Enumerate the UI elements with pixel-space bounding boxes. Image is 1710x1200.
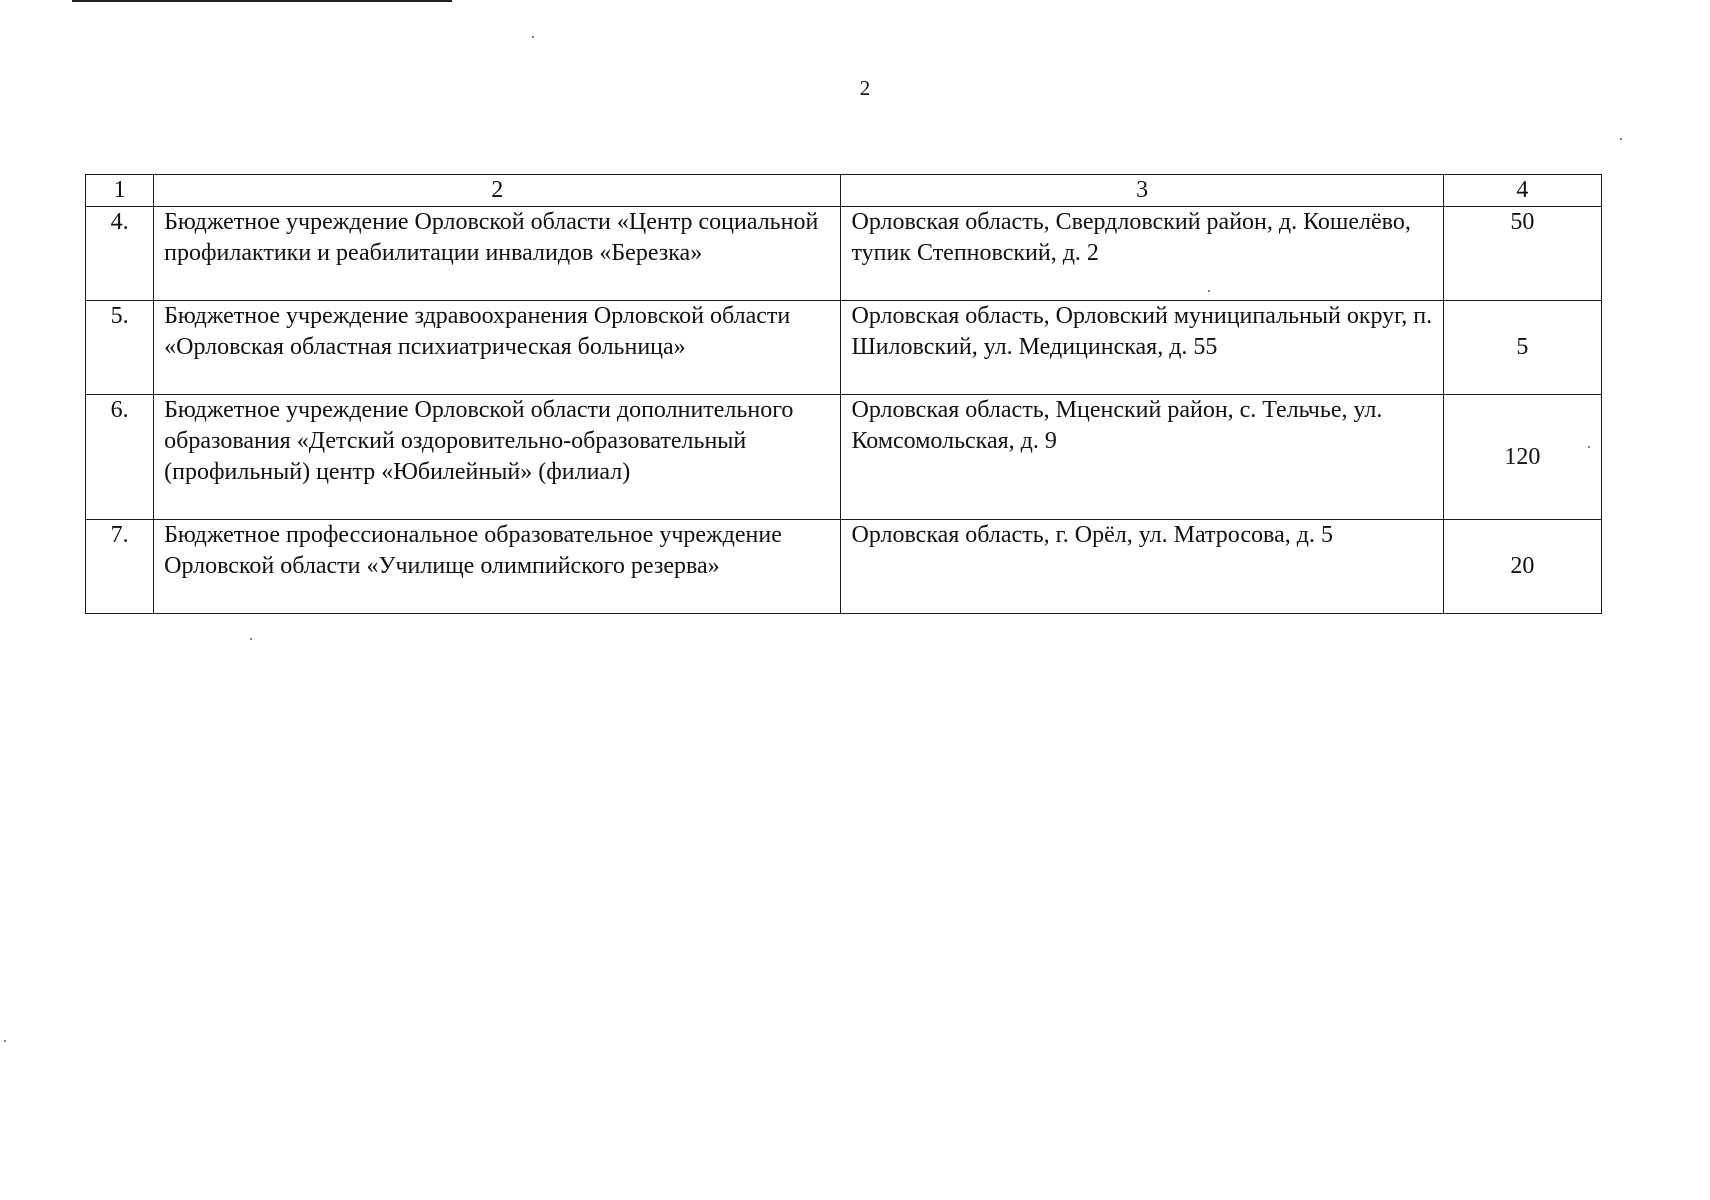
scan-speck xyxy=(1588,446,1590,448)
table-header-row xyxy=(86,175,1602,207)
institution-address: Орловская область, Свердловский район, д. Кошелёво, тупик Степновский, д. 2 xyxy=(841,207,1443,301)
top-rule xyxy=(72,0,452,2)
page-number: 2 xyxy=(859,76,871,100)
quantity: 5 xyxy=(1443,301,1601,395)
institution-name: Бюджетное учреждение здравоохранения Орловской области «Орловская областная психиатрическая больница» xyxy=(154,301,841,395)
institution-address: Орловская область, Мценский район, с. Тельчье, ул. Комсомольская, д. 9 xyxy=(841,395,1443,520)
scan-speck xyxy=(1620,138,1622,140)
row-number: 6. xyxy=(86,395,154,520)
table-row xyxy=(86,520,1602,614)
institution-address: Орловская область, г. Орёл, ул. Матросова, д. 5 xyxy=(841,520,1443,614)
institution-name: Бюджетное учреждение Орловской области дополнительного образования «Детский оздоровительно-образовательный (профильный) центр «Юбилейный» (филиал) xyxy=(154,395,841,520)
quantity: 20 xyxy=(1443,520,1601,614)
institution-address: Орловская область, Орловский муниципальный округ, п. Шиловский, ул. Медицинская, д. 55 xyxy=(841,301,1443,395)
scan-speck xyxy=(4,1040,6,1042)
scan-speck xyxy=(250,638,252,640)
header-cell-3: 3 xyxy=(841,175,1443,207)
row-number: 4. xyxy=(86,207,154,301)
institutions-table xyxy=(85,174,1602,614)
header-cell-2: 2 xyxy=(154,175,841,207)
institution-name: Бюджетное учреждение Орловской области «Центр социальной профилактики и реабилитации инвалидов «Березка» xyxy=(154,207,841,301)
table-row xyxy=(86,301,1602,395)
scan-speck xyxy=(1208,290,1210,292)
row-number: 5. xyxy=(86,301,154,395)
table-row xyxy=(86,207,1602,301)
header-cell-4: 4 xyxy=(1443,175,1601,207)
quantity: 120 xyxy=(1443,395,1601,520)
row-number: 7. xyxy=(86,520,154,614)
quantity: 50 xyxy=(1443,207,1601,301)
institution-name: Бюджетное профессиональное образовательное учреждение Орловской области «Училище олимпийского резерва» xyxy=(154,520,841,614)
table-row xyxy=(86,395,1602,520)
header-cell-1: 1 xyxy=(86,175,154,207)
scan-speck xyxy=(532,36,534,38)
